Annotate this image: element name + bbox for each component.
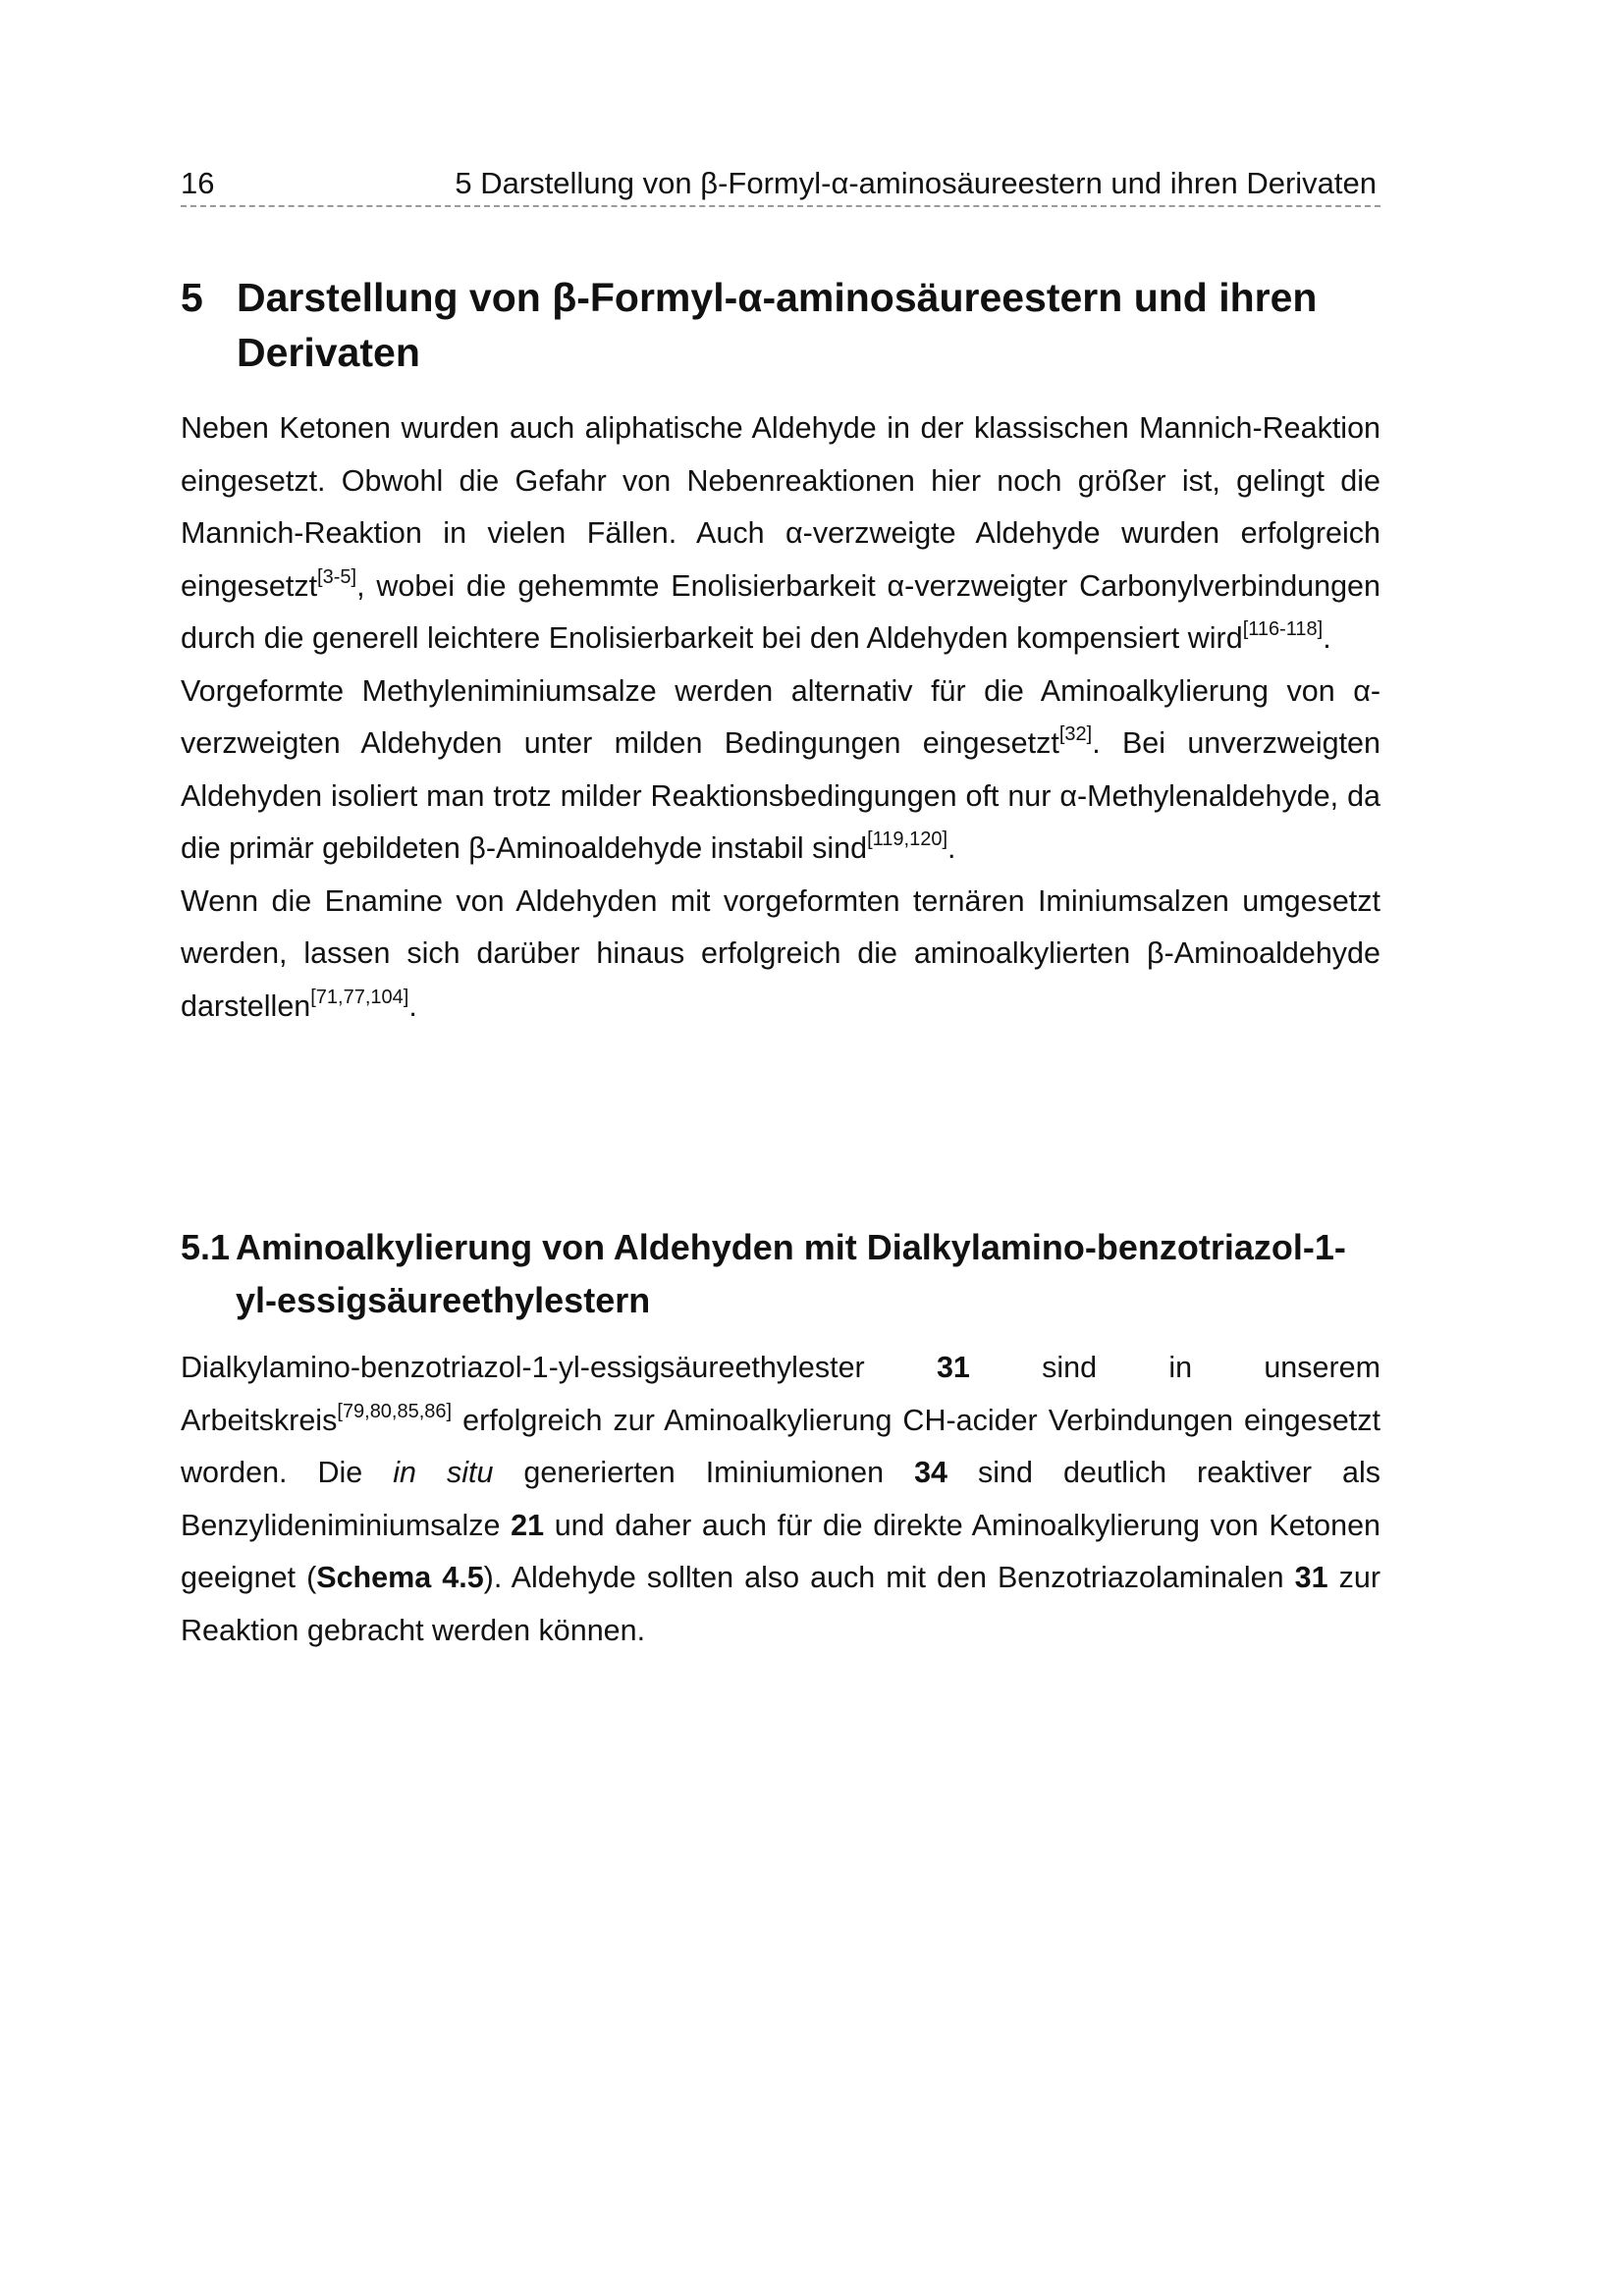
chapter-heading — [181, 270, 1380, 380]
section-text — [181, 1342, 1380, 1657]
italic-term: in situ — [393, 1456, 494, 1489]
chapter-number: 5 — [181, 275, 203, 320]
paragraph: Wenn die Enamine von Aldehyden mit vorgeformten ternären Iminiumsalzen umgesetzt werden, lassen sich darüber hinaus erfolgreich die aminoalkylierten β-Aminoaldehyde darstellen[71,77,104]. — [181, 883, 1380, 1023]
paragraph: Dialkylamino-benzotriazol-1-yl-essigsäureethylester 31 sind in unserem Arbeitskreis[79,80,85,86] erfolgreich zur Aminoalkylierung CH-acider Verbindungen eingesetzt worden. Die in situ generierten Iminiumionen 34 sind deutlich reaktiver als Benzylideniminiumsalze 21 und daher auch für die direkte Aminoalkylierung von Ketonen geeignet (Schema 4.5). Aldehyde sollten also auch mit den Benzotriazolaminalen 31 zur Reaktion gebracht werden können. — [181, 1351, 1381, 1647]
citation: [71,77,104] — [310, 986, 409, 1008]
citation: [79,80,85,86] — [337, 1400, 453, 1422]
section-heading — [181, 1221, 1380, 1327]
compound-number: 34 — [914, 1456, 948, 1489]
paragraph: Neben Ketonen wurden auch aliphatische Aldehyde in der klassischen Mannich-Reaktion eingesetzt. Obwohl die Gefahr von Nebenreaktionen hier noch größer ist, gelingt die Mannich-Reaktion in vielen Fällen. Auch α-verzweigte Aldehyde wurden erfolgreich eingesetzt[3-5], wobei die gehemmte Enolisierbarkeit α-verzweigter Carbonylverbindungen durch die generell leichtere Enolisierbarkeit bei den Aldehyden kompensiert wird[116-118]. — [181, 411, 1380, 655]
compound-number: 31 — [1294, 1561, 1328, 1594]
compound-number: 21 — [511, 1508, 545, 1542]
chapter-title: Darstellung von β-Formyl-α-aminosäureestern und ihren Derivaten — [237, 275, 1318, 375]
section-title: Aminoalkylierung von Aldehyden mit Dialkylamino-benzotriazol-1-yl-essigsäureethylestern — [236, 1227, 1346, 1320]
compound-number: 31 — [936, 1351, 970, 1384]
schema-reference: Schema 4.5 — [316, 1561, 484, 1594]
citation: [3-5] — [317, 565, 357, 588]
section-number: 5.1 — [181, 1227, 231, 1267]
citation: [32] — [1058, 723, 1093, 745]
running-title: 5 Darstellung von β-Formyl-α-aminosäureestern und ihren Derivaten — [455, 166, 1377, 200]
intro-text — [181, 402, 1380, 1033]
running-header — [181, 162, 1380, 207]
citation: [119,120] — [867, 828, 948, 850]
page-number: 16 — [181, 166, 215, 200]
paragraph: Vorgeformte Methyleniminiumsalze werden alternativ für die Aminoalkylierung von α-verzweigten Aldehyden unter milden Bedingungen eingesetzt[32]. Bei unverzweigten Aldehyden isoliert man trotz milder Reaktionsbedingungen oft nur α-Methylenaldehyde, da die primär gebildeten β-Aminoaldehyde instabil sind[119,120]. — [181, 673, 1380, 865]
citation: [116-118] — [1242, 618, 1324, 640]
